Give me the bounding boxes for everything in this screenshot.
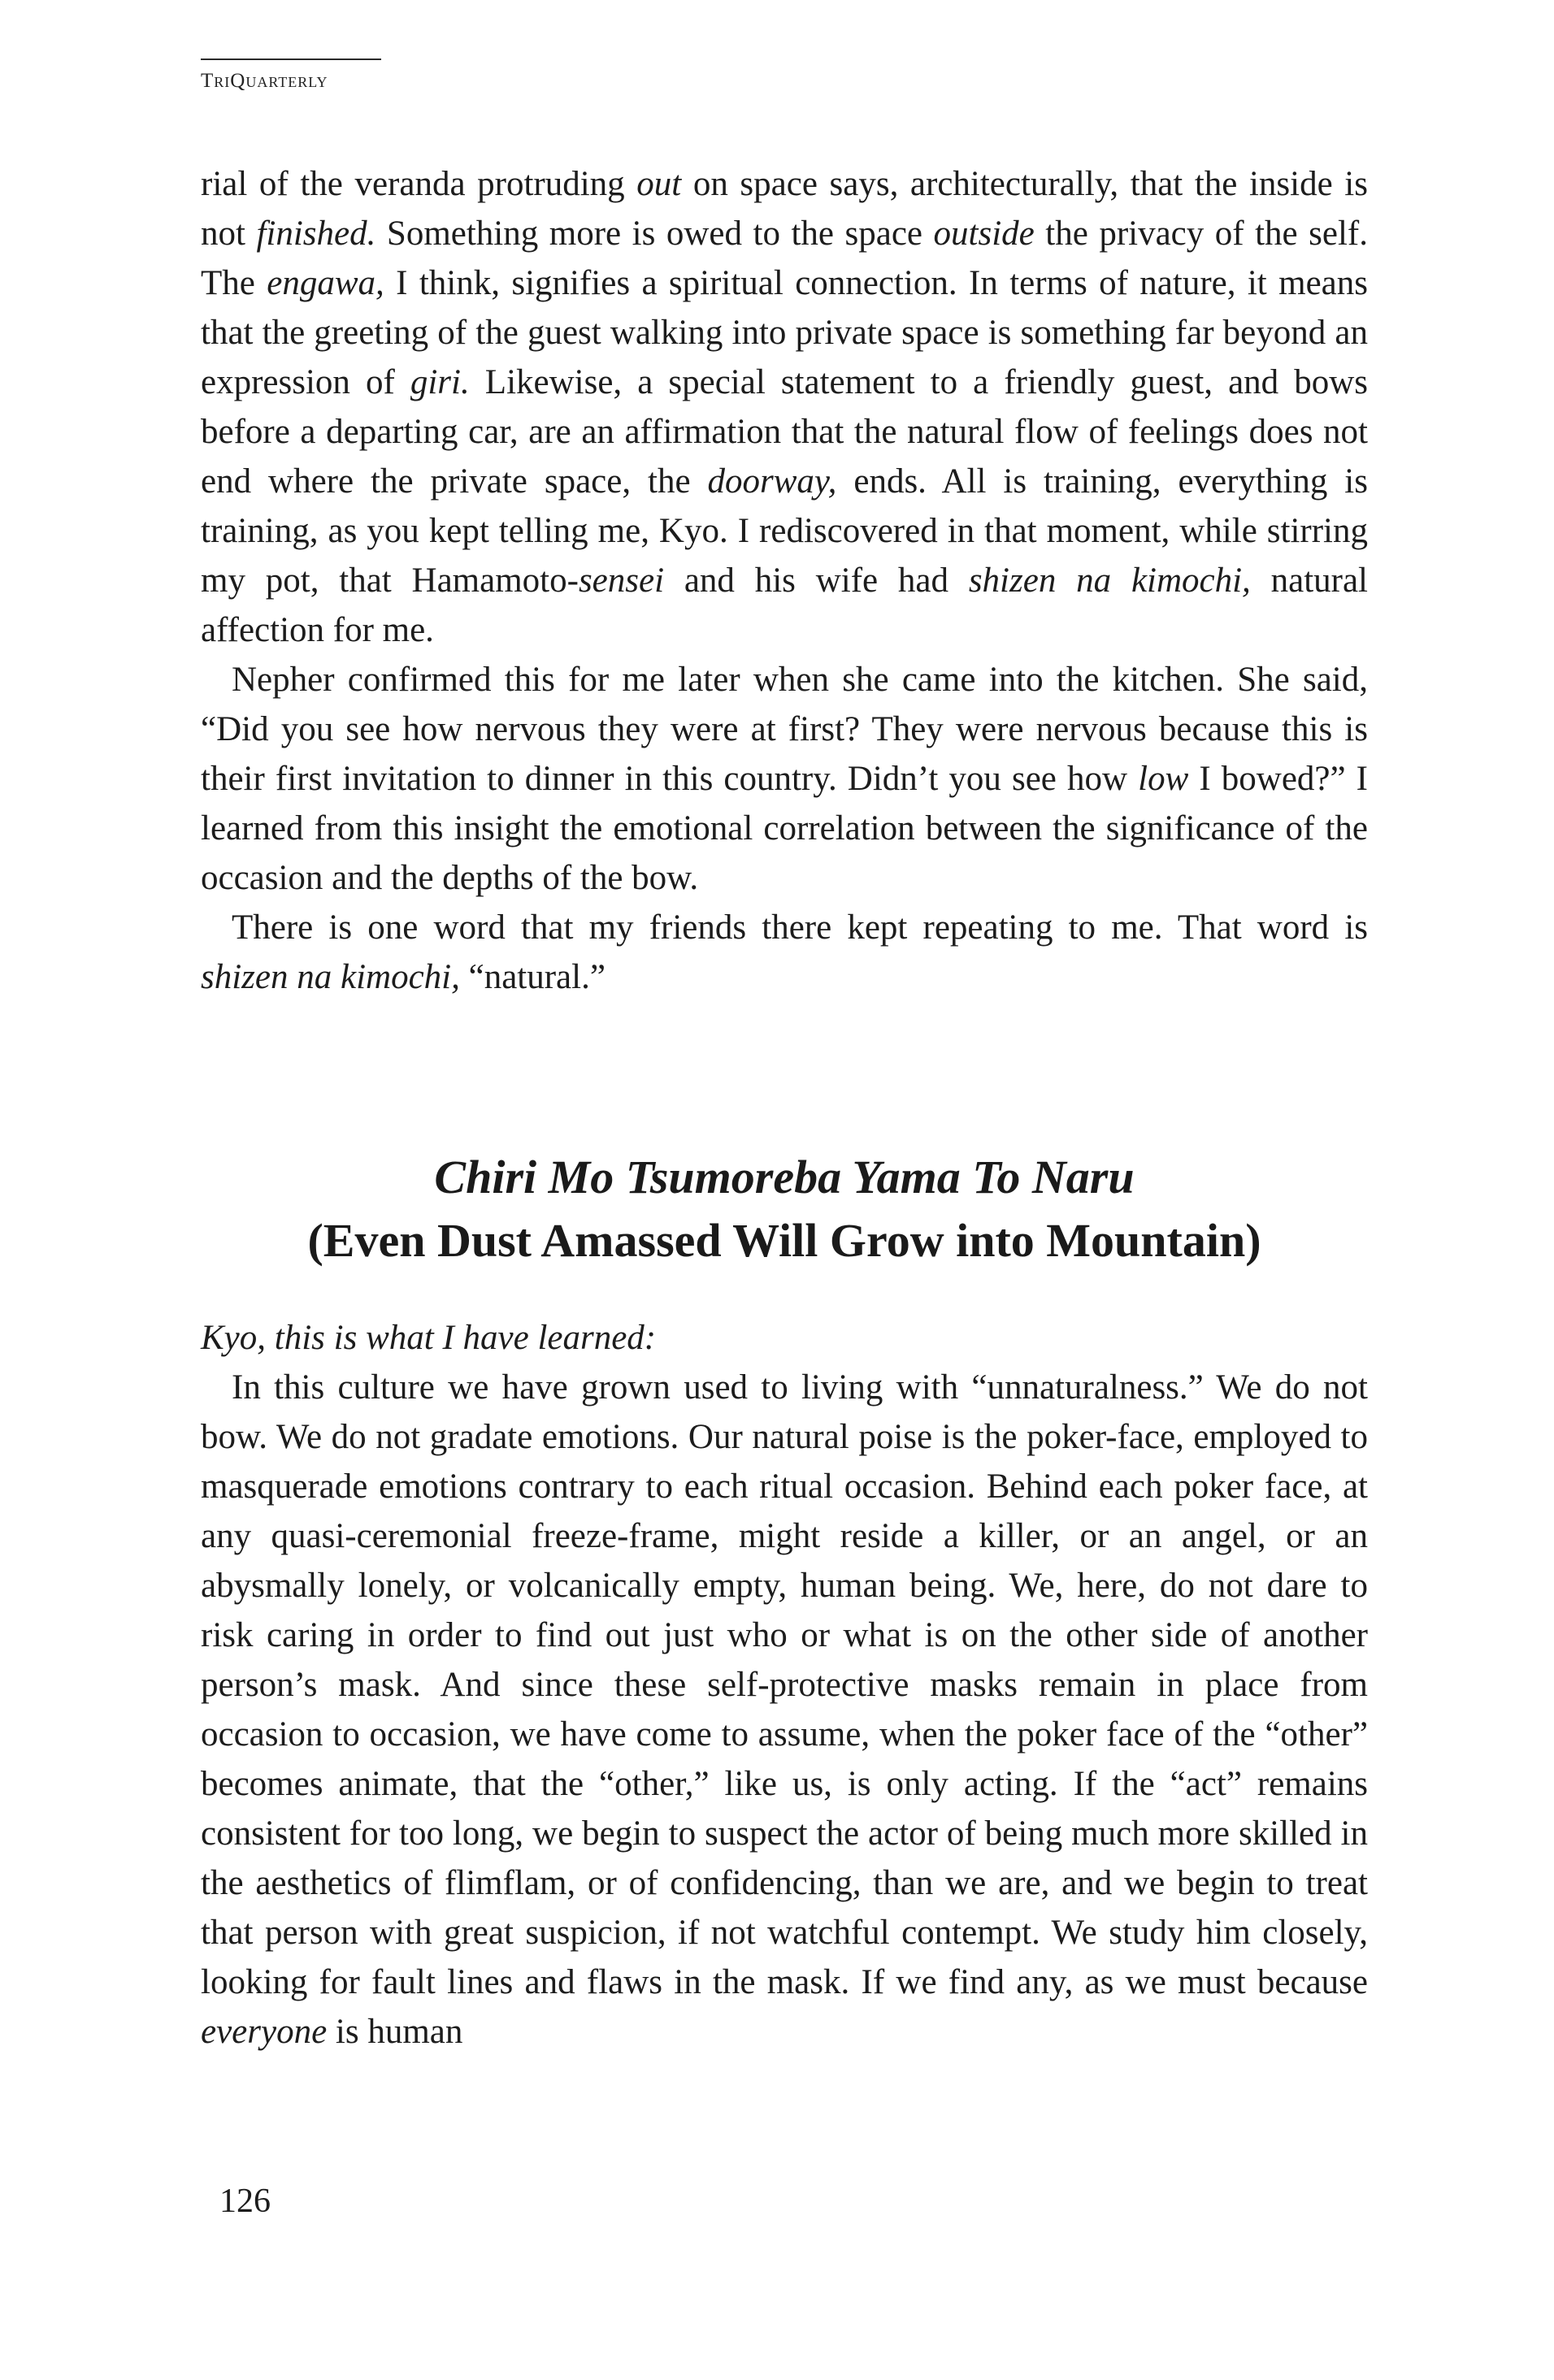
section-heading (201, 1146, 1368, 1272)
section-heading-line-1: Chiri Mo Tsumoreba Yama To Naru (434, 1151, 1135, 1203)
body-text-lower (201, 1313, 1368, 2057)
section-heading-line-2: (Even Dust Amassed Will Grow into Mountain) (307, 1214, 1261, 1267)
paragraph: rial of the veranda protruding out on space says, architecturally, that the inside is not finished. Something more is owed to the space outside the privacy of the self. The engawa, I think, signifies a spiritual connection. In terms of nature, it means that the greeting of the guest walking into private space is something far beyond an expression of giri. Likewise, a special statement to a friendly guest, and bows before a departing car, are an affirmation that the natural flow of feelings does not end where the private space, the doorway, ends. All is training, everything is training, as you kept telling me, Kyo. I rediscovered in that moment, while stirring my pot, that Hamamoto-sensei and his wife had shizen na kimochi, natural affection for me. (201, 165, 1369, 649)
paragraph: Nepher confirmed this for me later when she came into the kitchen. She said, “Did you see how nervous they were at first? They were nervous because this is their first invitation to dinner in this country. Didn’t you see how low I bowed?” I learned from this insight the emotional correlation between the significance of the occasion and the depths of the bow. (201, 661, 1368, 897)
body-text-upper (201, 159, 1368, 1002)
paragraph: In this culture we have grown used to living with “unnaturalness.” We do not bow. We do not gradate emotions. Our natural poise is the poker-face, employed to masquerade emotions contrary to each ritual occasion. Behind each poker face, at any quasi-ceremonial freeze-frame, might reside a killer, or an angel, or an abysmally lonely, or volcanically empty, human being. We, here, do not dare to risk caring in order to find out just who or what is on the other side of another person’s mask. And since these self-protective masks remain in place from occasion to occasion, we have come to assume, when the poker face of the “other” becomes animate, that the “other,” like us, is only acting. If the “act” remains consistent for too long, we begin to suspect the actor of being much more skilled in the aesthetics of flimflam, or of confidencing, than we are, and we begin to treat that person with great suspicion, if not watchful contempt. We study him closely, looking for fault lines and flaws in the mask. If we find any, as we must because everyone is human (201, 1368, 1368, 2051)
running-head: TriQuarterly (201, 59, 381, 93)
page-number: 126 (219, 2183, 271, 2220)
paragraph: There is one word that my friends there kept repeating to me. That word is shizen na kimochi, “natural.” (201, 908, 1368, 996)
salutation: Kyo, this is what I have learned: (201, 1319, 657, 1357)
